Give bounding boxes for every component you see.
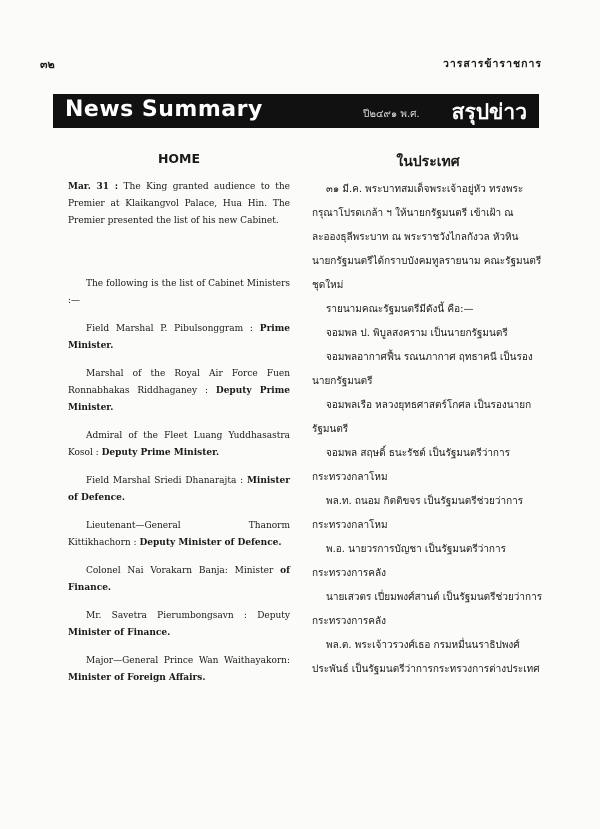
running-head: วารสารข้าราชการ	[442, 58, 542, 70]
cabinet-intro: The following is the list of Cabinet Ministers :—	[68, 279, 290, 306]
minister-name: Lieutenant—General Thanorm Kittikhachorn :	[68, 521, 290, 548]
minister-entry	[68, 366, 290, 417]
minister-entry	[68, 653, 290, 687]
thai-paragraph: พล.ท. ถนอม กิตติขจร เป็นรัฐมนตรีช่วยว่าการกระทรวงกลาโหม	[312, 496, 524, 531]
minister-role: Deputy Prime Minister.	[101, 448, 220, 458]
section-heading-home: HOME	[157, 151, 201, 166]
minister-role: Minister of Finance.	[68, 628, 171, 638]
thai-paragraph: ๓๑ มี.ค. พระบาทสมเด็จพระเจ้าอยู่หัว ทรงพระกรุณาโปรดเกล้า ฯ ให้นายกรัฐมนตรี เข้าเฝ้า ณ ละอองธุลีพระบาท ณ พระราชวังไกลกังวล หัวหิน นายกรัฐมนตรีได้กราบบังคมทูลรายนาม คณะรัฐมนตรีชุดใหม่	[312, 184, 542, 291]
lead-text: The King granted audience to the Premier at Klaikangvol Palace, Hua Hin. The Premier presented the list of his new Cabinet.	[68, 182, 290, 226]
minister-role: Minister of Defence.	[68, 476, 290, 503]
minister-entry	[68, 473, 290, 507]
minister-name: Marshal of the Royal Air Force Fuen Ronnabhakas Riddhaganey :	[68, 369, 290, 396]
page-number: ๓๒	[40, 58, 55, 71]
minister-entry	[68, 518, 290, 552]
minister-name: Field Marshal P. Pibulsonggram :	[86, 324, 253, 334]
minister-role: Deputy Minister of Defence.	[139, 538, 282, 548]
minister-role: Prime Minister.	[68, 324, 290, 351]
minister-entry	[68, 428, 290, 462]
minister-role: Minister of Foreign Affairs.	[68, 673, 206, 683]
minister-name: Field Marshal Sriedi Dhanarajta :	[86, 476, 244, 486]
minister-name: Admiral of the Fleet Luang Yuddhasastra Kosol :	[68, 431, 290, 458]
minister-role: of Finance.	[68, 566, 290, 593]
thai-paragraph: พ.อ. นายวรการบัญชา เป็นรัฐมนตรีว่าการกระทรวงการคลัง	[312, 544, 506, 579]
thai-paragraph: จอมพล ป. พิบูลสงคราม เป็นนายกรัฐมนตรี	[326, 328, 508, 339]
banner-date: ปี๒๔๙๑ พ.ศ.	[363, 109, 420, 120]
thai-paragraph: จอมพลอากาศฟื้น รณนภากาศ ฤทธาคนี เป็นรองนายกรัฐมนตรี	[312, 352, 533, 387]
thai-paragraph: จอมพล สฤษดิ์ ธนะรัชต์ เป็นรัฐมนตรีว่าการกระทรวงกลาโหม	[312, 448, 510, 483]
minister-name: Major—General Prince Wan Waithayakorn:	[86, 656, 290, 666]
minister-entry	[68, 563, 290, 597]
section-heading-domestic: ในประเทศ	[396, 154, 460, 170]
lead-paragraph	[68, 179, 290, 230]
minister-name: Colonel Nai Vorakarn Banja: Minister	[86, 566, 274, 576]
thai-paragraph: จอมพลเรือ หลวงยุทธศาสตร์โกศล เป็นรองนายกรัฐมนตรี	[312, 400, 532, 435]
english-column	[68, 150, 290, 687]
banner-thai-title: สรุปข่าว	[451, 100, 527, 124]
thai-column	[312, 150, 544, 682]
lead-date: Mar. 31 :	[68, 182, 119, 192]
news-summary-banner	[53, 94, 539, 128]
thai-paragraph: นายเสวตร เปี่ยมพงศ์สานต์ เป็นรัฐมนตรีช่วยว่าการกระทรวงการคลัง	[312, 592, 543, 627]
minister-entry	[68, 608, 290, 642]
minister-name: Mr. Savetra Pierumbongsavn : Deputy	[86, 611, 290, 621]
minister-role: Deputy Prime Minister.	[68, 386, 290, 413]
thai-paragraph: รายนามคณะรัฐมนตรีมีดังนี้ คือ:—	[326, 304, 474, 315]
banner-english-title: News Summary	[65, 97, 263, 122]
minister-entry	[68, 321, 290, 355]
thai-paragraph: พล.ต. พระเจ้าวรวงศ์เธอ กรมหมื่นนราธิปพงศ์ประพันธ์ เป็นรัฐมนตรีว่าการกระทรวงการต่างประเทศ	[312, 640, 540, 675]
